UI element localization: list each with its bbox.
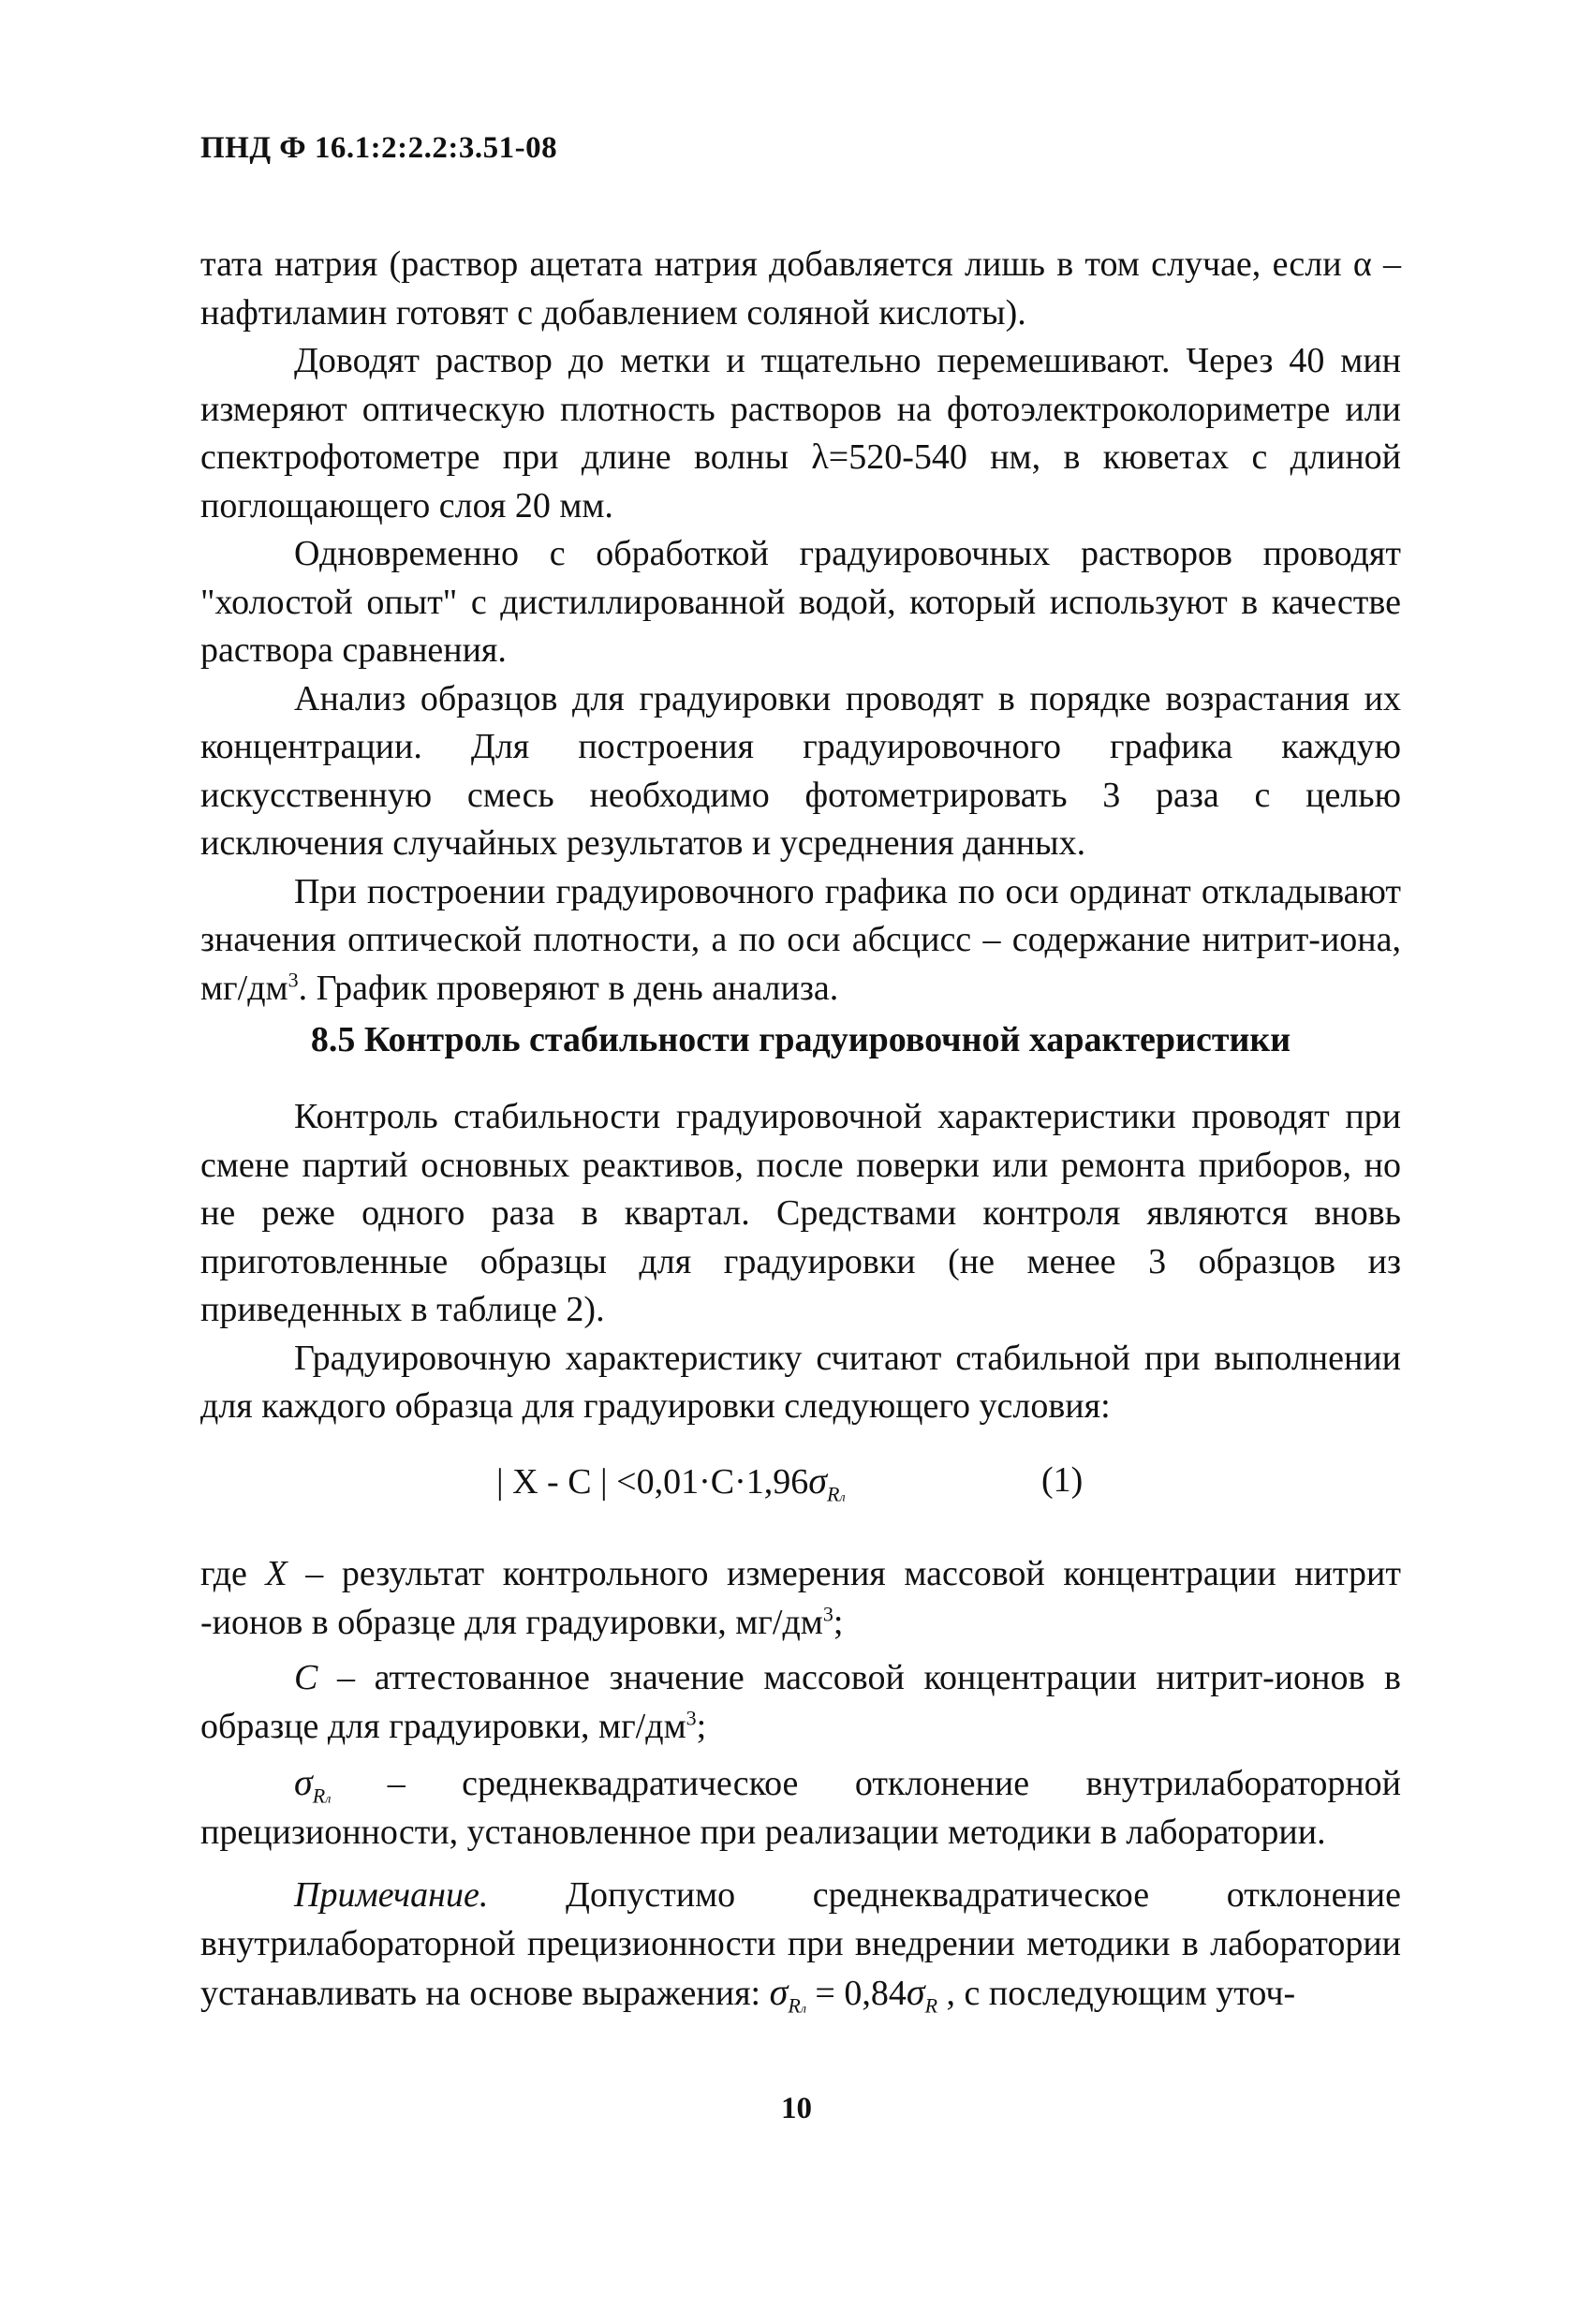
note-subscript: R — [924, 1993, 938, 2018]
definition-sigma-text: – среднеквадратическое отклонение внутрилабораторной прецизионности, установленное при реализации методики в лаборатории. — [200, 1764, 1401, 1852]
variable-x: X — [265, 1554, 288, 1593]
definition-c — [200, 1654, 1401, 1751]
definition-lead: где — [200, 1554, 266, 1593]
sigma-symbol: σ — [294, 1761, 313, 1803]
sigma-subscript: R — [312, 1784, 326, 1808]
definition-sigma — [200, 1758, 1401, 1857]
note-equation: = 0,84 — [805, 1974, 907, 2013]
paragraph-graph-construction — [200, 868, 1401, 1014]
paragraph-dilution: Доводят раствор до метки и тщательно перемешивают. Через 40 мин измеряют оптическую плотность растворов на фотоэлектроколориметре или спектрофотометре при длине волны λ=520-540 нм, в кюветах с длиной поглощающего слоя 20 мм. — [200, 341, 1401, 525]
definition-c-text: – аттестованное значение массовой концентрации нитрит-ионов в образце для градуировки, мг/дм — [200, 1658, 1401, 1746]
definition-x — [200, 1550, 1401, 1647]
sigma-symbol: σ — [906, 1971, 925, 2013]
body-text-block-3 — [200, 1550, 1401, 2019]
definition-end: ; — [833, 1602, 844, 1642]
superscript-3: 3 — [822, 1601, 833, 1625]
sigma-subsubscript: л — [325, 1792, 332, 1807]
definition-x-text: – результат контрольного измерения массовой концентрации нитрит -ионов в образце для градуировки, мг/дм — [200, 1554, 1401, 1642]
sigma-symbol: σ — [769, 1971, 789, 2013]
note-label: Примечание. — [294, 1875, 489, 1915]
body-text-block-2 — [200, 1093, 1401, 1431]
formula-number: (1) — [1041, 1460, 1084, 1500]
superscript-3: 3 — [686, 1705, 697, 1729]
formula-subscript: R — [826, 1482, 840, 1506]
superscript-3: 3 — [288, 967, 299, 991]
paragraph-stability-condition: Градуировочную характеристику считают стабильной при выполнении для каждого образца для градуировки следующего условия: — [200, 1338, 1401, 1426]
body-text-block-1 — [200, 241, 1401, 1013]
paragraph-graph-text: При построении градуировочного графика по оси ординат откладывают значения оптической плотности, а по оси абсцисс – содержание нитрит-иона, мг/дм — [200, 871, 1401, 1008]
document-header: ПНД Ф 16.1:2:2.2:3.51-08 — [200, 131, 558, 165]
variable-c: C — [294, 1658, 318, 1697]
sigma-symbol: σ — [808, 1459, 827, 1502]
note-paragraph — [200, 1872, 1401, 2019]
page-number: 10 — [781, 2092, 812, 2125]
paragraph-analysis-order: Анализ образцов для градуировки проводят в порядке возрастания их концентрации. Для построения градуировочного графика каждую искусственную смесь необходимо фотометрировать 3 раза с целью исключения случайных результатов и усреднения данных. — [200, 678, 1401, 863]
paragraph-graph-text-end: . График проверяют в день анализа. — [298, 968, 839, 1008]
note-subscript: R — [788, 1993, 801, 2018]
formula-1 — [496, 1457, 846, 1506]
note-subsubscript: л — [800, 2002, 806, 2017]
paragraph-stability-control: Контроль стабильности градуировочной характеристики проводят при смене партий основных реактивов, после поверки или ремонта приборов, но не реже одного раза в квартал. Средствами контроля являются вновь приготовленные образцы для градуировки (не менее 3 образцов из приведенных в таблице 2). — [200, 1097, 1401, 1329]
note-text: Допустимо среднеквадратическое отклонение внутрилабораторной прецизионности при внедрении методики в лаборатории устанавливать на основе выражения: — [200, 1875, 1401, 2013]
section-title: 8.5 Контроль стабильности градуировочной характеристики — [310, 1020, 1291, 1059]
formula-text: | X - C | <0,01·C·1,96 — [496, 1462, 809, 1502]
definition-end: ; — [696, 1706, 707, 1746]
paragraph-blank-test: Одновременно с обработкой градуировочных растворов проводят "холостой опыт" с дистиллированной водой, который используют в качестве раствора сравнения. — [200, 534, 1401, 670]
paragraph-continuation: тата натрия (раствор ацетата натрия добавляется лишь в том случае, если α – нафтиламин готовят с добавлением соляной кислоты). — [200, 244, 1401, 333]
note-text-end: , с последующим уточ- — [937, 1974, 1296, 2013]
formula-subsubscript: л — [839, 1490, 846, 1505]
